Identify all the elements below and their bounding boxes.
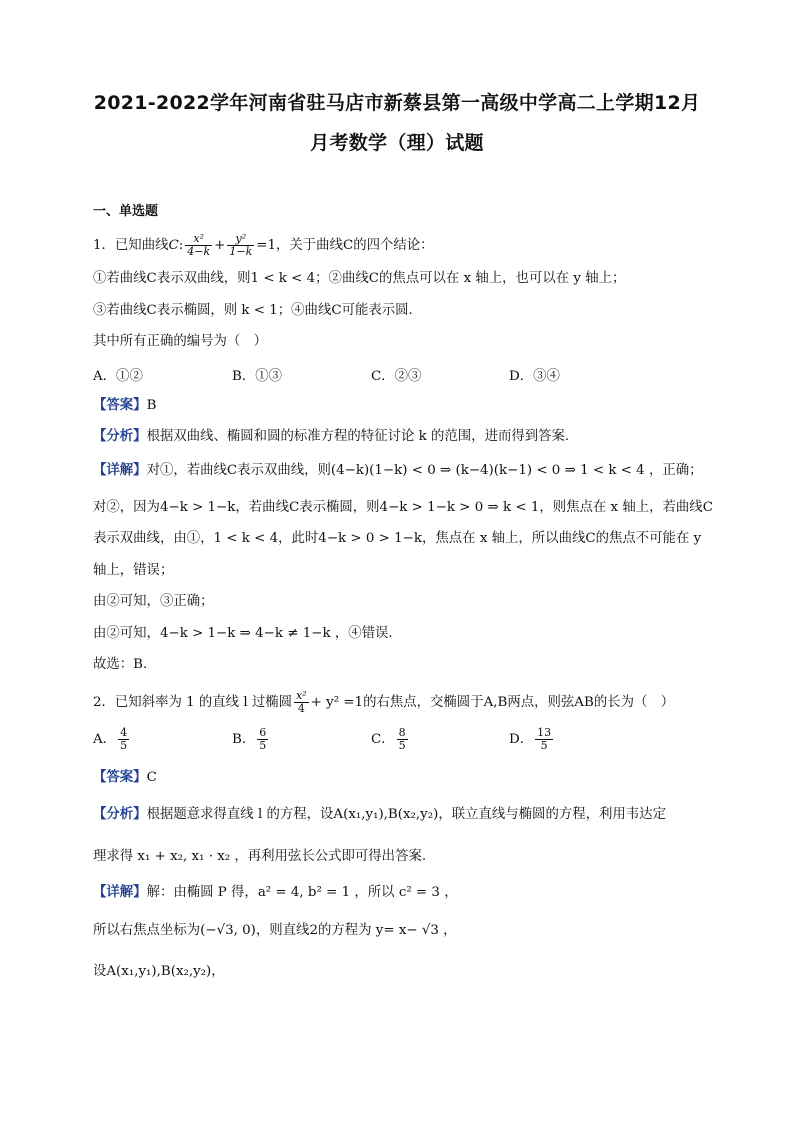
q2-detail-line-3: 设A(x₁,y₁),B(x₂,y₂)， bbox=[93, 964, 225, 979]
q2-option-c-label: C． bbox=[371, 732, 395, 747]
q2-option-b-fraction bbox=[257, 727, 268, 752]
q1-answer-tag: 【答案】 bbox=[93, 398, 147, 413]
q2-stem bbox=[93, 690, 713, 715]
q2-detail-text-1: 解：由椭圆 P 得，a² = 4, b² = 1 ，所以 c² = 3 ， bbox=[146, 885, 458, 900]
q1-fraction-x bbox=[185, 233, 212, 258]
q2-option-d bbox=[509, 727, 555, 752]
q2-option-a-denominator: 5 bbox=[120, 739, 128, 752]
q2-option-d-denominator: 5 bbox=[540, 739, 548, 752]
q1-answer-value: B bbox=[146, 398, 157, 413]
q1-answer bbox=[93, 397, 713, 415]
q2-option-d-fraction bbox=[535, 727, 553, 752]
q1-fraction-y bbox=[227, 233, 254, 258]
q1-option-c: C．②③ bbox=[371, 369, 422, 384]
q2-option-c-fraction bbox=[397, 727, 408, 752]
q2-option-b-numerator: 6 bbox=[259, 726, 267, 739]
q2-answer-tag: 【答案】 bbox=[93, 770, 147, 785]
q2-stem-suffix: + y² =1的右焦点，交椭圆于A,B两点，则弦AB的长为（ ） bbox=[310, 695, 675, 710]
q2-option-c-numerator: 8 bbox=[398, 726, 406, 739]
q2-detail-line-2: 所以右焦点坐标为(−√3, 0)，则直线2的方程为 y= x− √3 ， bbox=[93, 923, 457, 938]
q2-ellipse-fraction bbox=[294, 690, 309, 715]
q1-stem-suffix: ，关于曲线C的四个结论： bbox=[276, 238, 434, 253]
q1-statements-1-2: ①若曲线C表示双曲线，则1 < k < 4；②曲线C的焦点可以在 x 轴上，也可以在 y 轴上； bbox=[93, 271, 626, 286]
q1-detail-line-1 bbox=[93, 462, 713, 480]
q2-option-c bbox=[371, 727, 410, 752]
q1-prompt: 其中所有正确的编号为（ ） bbox=[93, 334, 268, 349]
q2-option-b-label: B． bbox=[232, 732, 256, 747]
q1-option-a: A．①② bbox=[93, 369, 143, 384]
q2-analysis-text-1: 根据题意求得直线 l 的方程，设A(x₁,y₁),B(x₂,y₂)，联立直线与椭圆的方程，利用韦达定 bbox=[146, 807, 666, 822]
q1-fraction-y-numerator: y² bbox=[227, 233, 254, 246]
q1-detail-line-5: 由②可知，③正确； bbox=[93, 594, 214, 609]
q1-detail-line-4: 轴上，错误； bbox=[93, 563, 174, 578]
q1-analysis-text: 根据双曲线、椭圆和圆的标准方程的特征讨论 k 的范围，进而得到答案. bbox=[146, 429, 570, 444]
q1-detail-line-7: 故选：B. bbox=[93, 657, 148, 672]
q2-analysis-tag: 【分析】 bbox=[93, 807, 147, 822]
q2-option-a bbox=[93, 727, 131, 752]
q2-option-a-label: A． bbox=[93, 732, 117, 747]
q2-answer bbox=[93, 769, 713, 787]
q1-fraction-x-denominator: 4−k bbox=[187, 245, 211, 258]
q2-analysis-line-2: 理求得 x₁ + x₂, x₁ · x₂ ，再利用弦长公式即可得出答案. bbox=[93, 849, 427, 864]
document-title-line-1: 2021-2022学年河南省驻马店市新蔡县第一高级中学高二上学期12月 bbox=[93, 92, 701, 114]
q1-detail-line-6: 由②可知，4−k > 1−k ⇒ 4−k ≠ 1−k ，④错误. bbox=[93, 626, 393, 641]
q2-ellipse-fraction-numerator: x² bbox=[296, 689, 307, 702]
q1-statements-3-4: ③若曲线C表示椭圆，则 k < 1；④曲线C可能表示圆. bbox=[93, 303, 413, 318]
q1-equals-one: =1 bbox=[256, 238, 277, 253]
q2-option-a-numerator: 4 bbox=[120, 726, 128, 739]
q1-option-d: D．③④ bbox=[509, 369, 560, 384]
q2-option-b-denominator: 5 bbox=[259, 739, 267, 752]
q1-analysis-tag: 【分析】 bbox=[93, 429, 147, 444]
q1-colon: : bbox=[178, 238, 184, 253]
q1-plus-sign: + bbox=[214, 238, 226, 253]
q2-ellipse-fraction-denominator: 4 bbox=[297, 702, 305, 715]
q2-option-c-denominator: 5 bbox=[398, 739, 406, 752]
q1-fraction-x-numerator: x² bbox=[185, 233, 212, 246]
q2-option-a-fraction bbox=[118, 727, 129, 752]
q1-stem-prefix: 1．已知曲线 bbox=[93, 238, 169, 253]
q2-option-d-label: D． bbox=[509, 732, 534, 747]
q1-detail-text-1: 对①，若曲线C表示双曲线，则(4−k)(1−k) < 0 ⇒ (k−4)(k−1) < 0 ⇒ 1 < k < 4 ，正确； bbox=[146, 463, 703, 478]
q1-stem bbox=[93, 233, 713, 258]
q1-option-b: B．①③ bbox=[232, 369, 283, 384]
q2-detail-tag: 【详解】 bbox=[93, 885, 147, 900]
q1-fraction-y-denominator: 1−k bbox=[229, 245, 253, 258]
q2-answer-value: C bbox=[146, 770, 157, 785]
q2-detail-line-1 bbox=[93, 884, 713, 902]
q1-curve-name: C bbox=[168, 238, 179, 253]
q2-option-d-numerator: 13 bbox=[537, 726, 552, 739]
document-title-line-2: 月考数学（理）试题 bbox=[310, 132, 484, 154]
q1-analysis bbox=[93, 428, 713, 446]
q2-stem-prefix: 2．已知斜率为 1 的直线 l 过椭圆 bbox=[93, 695, 293, 710]
q1-detail-line-2: 对②，因为4−k > 1−k，若曲线C表示椭圆，则4−k > 1−k > 0 ⇒ k < 1，则焦点在 x 轴上，若曲线C bbox=[93, 500, 713, 515]
q2-option-b bbox=[232, 727, 270, 752]
section-heading-single-choice: 一、单选题 bbox=[93, 204, 159, 219]
q1-detail-tag: 【详解】 bbox=[93, 463, 147, 478]
q2-analysis-line-1 bbox=[93, 806, 713, 824]
q1-detail-line-3: 表示双曲线，由①，1 < k < 4，此时4−k > 0 > 1−k，焦点在 x 轴上，所以曲线C的焦点不可能在 y bbox=[93, 531, 702, 546]
